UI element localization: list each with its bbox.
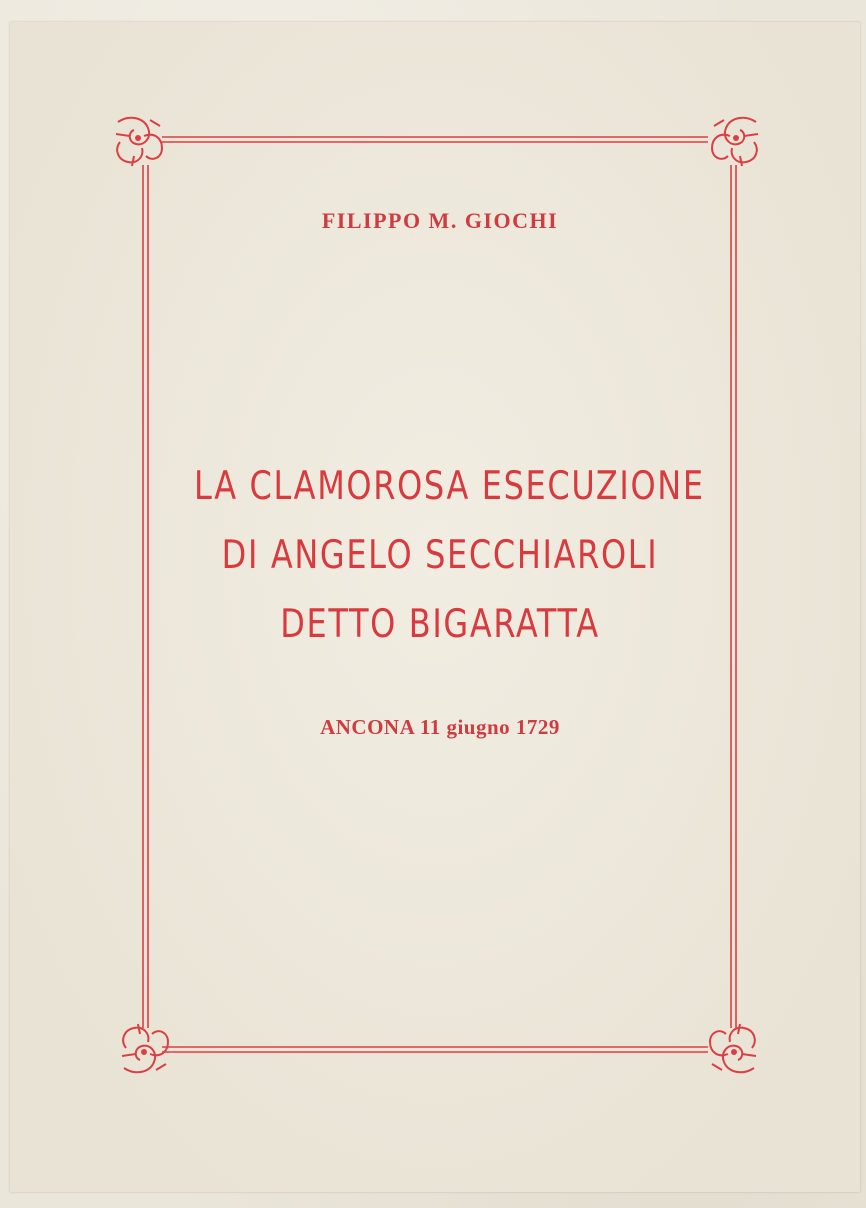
title-line-1: LA CLAMOROSA ESECUZIONE bbox=[194, 464, 705, 509]
book-title bbox=[194, 452, 705, 659]
corner-ornament-icon bbox=[710, 1024, 756, 1072]
title-line-2: DI ANGELO SECCHIAROLI bbox=[221, 533, 659, 578]
title-line-3: DETTO BIGARATTA bbox=[280, 602, 600, 647]
author-name: FILIPPO M. GIOCHI bbox=[321, 208, 559, 233]
corner-ornament-icon bbox=[122, 1024, 168, 1072]
corner-ornament-icon bbox=[116, 118, 162, 166]
corner-ornament-icon bbox=[712, 118, 758, 166]
place-and-date: ANCONA 11 giugno 1729 bbox=[320, 715, 560, 739]
